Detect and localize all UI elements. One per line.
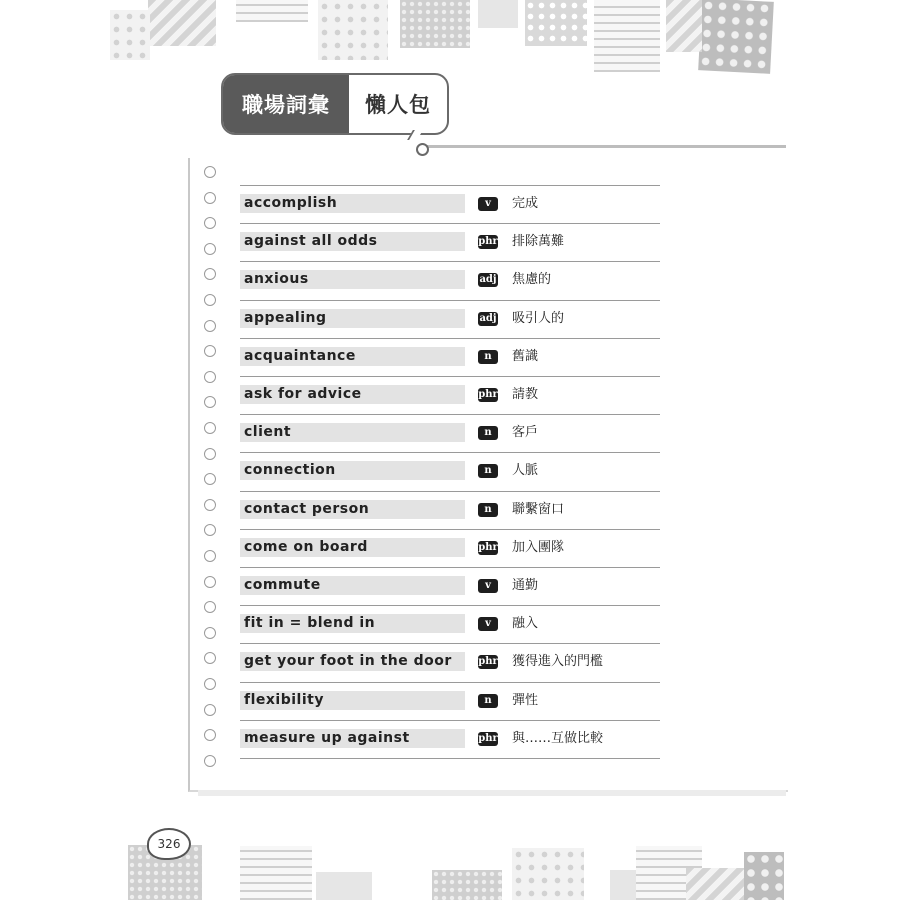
- vocab-meaning: 與……互做比較: [512, 730, 604, 746]
- row-divider: [240, 643, 660, 644]
- part-of-speech-badge: n: [478, 426, 498, 440]
- part-of-speech-badge: n: [478, 503, 498, 517]
- binder-ring: [204, 320, 216, 332]
- part-of-speech-badge: n: [478, 694, 498, 708]
- row-divider: [240, 300, 660, 301]
- part-of-speech-badge: phr: [478, 732, 498, 744]
- row-divider: [240, 376, 660, 377]
- part-of-speech-badge: phr: [478, 541, 498, 553]
- row-divider: [240, 758, 660, 759]
- vocab-term: get your foot in the door: [240, 652, 465, 671]
- vocab-term: appealing: [240, 309, 465, 328]
- washi-tape-decoration: [594, 0, 660, 72]
- speech-bubble-dot: [416, 143, 429, 156]
- vocab-term: commute: [240, 576, 465, 595]
- binder-ring: [204, 576, 216, 588]
- page-number: 326: [147, 828, 191, 860]
- vocab-meaning: 人脈: [512, 463, 539, 479]
- binder-ring: [204, 550, 216, 562]
- vocab-meaning: 彈性: [512, 692, 539, 708]
- washi-tape-decoration: [698, 0, 774, 74]
- binder-ring: [204, 755, 216, 767]
- washi-tape-decoration: [148, 0, 216, 46]
- part-of-speech-badge: v: [478, 197, 498, 211]
- binder-ring: [204, 704, 216, 716]
- vocab-meaning: 聯繫窗口: [512, 501, 565, 517]
- vocab-term: connection: [240, 461, 465, 480]
- washi-tape-decoration: [316, 872, 372, 900]
- vocab-term: measure up against: [240, 729, 465, 748]
- part-of-speech-badge: n: [478, 464, 498, 478]
- part-of-speech-badge: v: [478, 579, 498, 593]
- washi-tape-decoration: [744, 852, 784, 900]
- vocab-term: fit in = blend in: [240, 614, 465, 633]
- vocab-meaning: 排除萬難: [512, 234, 565, 250]
- part-of-speech-badge: adj: [479, 274, 497, 286]
- vocab-term: ask for advice: [240, 385, 465, 404]
- row-divider: [240, 605, 660, 606]
- row-divider: [240, 261, 660, 262]
- vocab-term: come on board: [240, 538, 465, 557]
- vocab-meaning: 融入: [512, 616, 539, 632]
- washi-tape-decoration: [318, 0, 388, 60]
- page-title: [221, 73, 449, 135]
- washi-tape-decoration: [666, 0, 702, 52]
- part-of-speech-badge: phr: [478, 656, 498, 668]
- part-of-speech-badge: phr: [478, 236, 498, 248]
- washi-tape-decoration: [686, 868, 746, 900]
- part-of-speech-badge: adj: [479, 312, 497, 324]
- vocab-meaning: 請教: [512, 387, 539, 402]
- vocab-meaning: 舊識: [512, 348, 539, 364]
- washi-tape-decoration: [400, 0, 470, 48]
- vocab-meaning: 焦慮的: [512, 272, 552, 288]
- part-of-speech-badge: n: [478, 350, 498, 364]
- row-divider: [240, 567, 660, 568]
- binder-ring: [204, 243, 216, 255]
- vocab-term: flexibility: [240, 691, 465, 710]
- header-rule: [420, 145, 786, 148]
- washi-tape-decoration: [432, 870, 502, 900]
- binder-ring: [204, 627, 216, 639]
- binder-ring: [204, 294, 216, 306]
- vocab-meaning: 加入團隊: [512, 539, 565, 555]
- title-dark-part: 職場詞彙: [223, 75, 349, 133]
- vocab-meaning: 通勤: [512, 578, 539, 593]
- vocab-term: client: [240, 423, 465, 442]
- row-divider: [240, 720, 660, 721]
- vocab-term: contact person: [240, 500, 465, 519]
- row-divider: [240, 338, 660, 339]
- part-of-speech-badge: v: [478, 617, 498, 631]
- washi-tape-decoration: [512, 848, 584, 900]
- row-divider: [240, 491, 660, 492]
- washi-tape-decoration: [236, 0, 308, 22]
- binder-ring: [204, 678, 216, 690]
- vocab-term: acquaintance: [240, 347, 465, 366]
- row-divider: [240, 452, 660, 453]
- part-of-speech-badge: phr: [478, 389, 498, 400]
- vocab-term: anxious: [240, 270, 465, 289]
- binder-ring: [204, 448, 216, 460]
- washi-tape-decoration: [110, 10, 150, 60]
- title-light-part: 懶人包: [365, 93, 431, 117]
- vocab-term: accomplish: [240, 194, 465, 213]
- row-divider: [240, 414, 660, 415]
- vocab-meaning: 客戶: [512, 425, 539, 441]
- binder-ring: [204, 499, 216, 511]
- vocab-meaning: 獲得進入的門檻: [512, 654, 604, 670]
- binder-ring: [204, 192, 216, 204]
- row-divider: [240, 223, 660, 224]
- binder-ring: [204, 166, 216, 178]
- row-divider: [240, 185, 660, 186]
- card-shadow: [198, 790, 786, 796]
- binder-ring: [204, 422, 216, 434]
- washi-tape-decoration: [240, 846, 312, 900]
- vocab-term: against all odds: [240, 232, 465, 251]
- washi-tape-decoration: [525, 0, 587, 46]
- vocab-meaning: 完成: [512, 196, 539, 211]
- row-divider: [240, 682, 660, 683]
- vocab-meaning: 吸引人的: [512, 310, 565, 326]
- washi-tape-decoration: [478, 0, 518, 28]
- binder-ring: [204, 371, 216, 383]
- row-divider: [240, 529, 660, 530]
